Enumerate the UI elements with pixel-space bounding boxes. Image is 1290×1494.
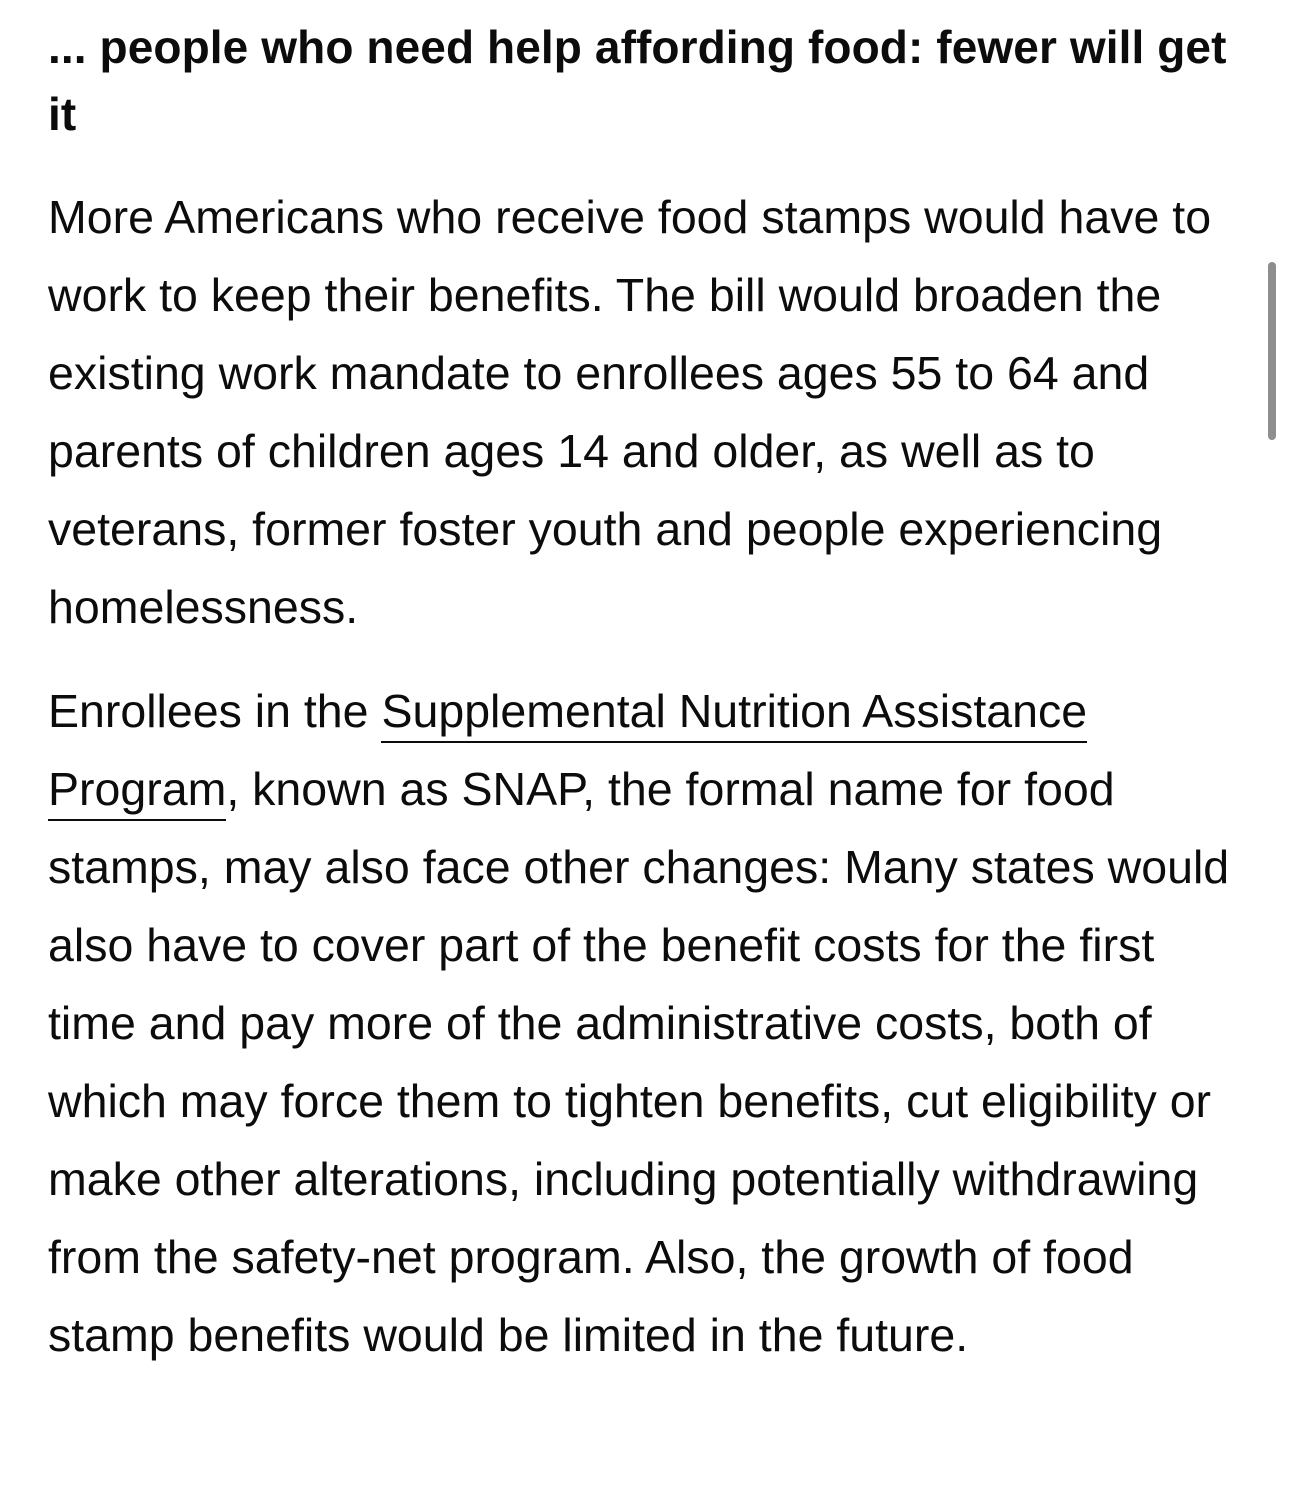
paragraph-work-requirements: More Americans who receive food stamps would have to work to keep their benefits. The bill would broaden the existing work mandate to enrollees ages 55 to 64 and parents of children ages 14 and older, as well as to veterans, former foster youth and people experiencing homelessness. (48, 191, 1212, 633)
section-subheading: ... people who need help affording food: fewer will get it (48, 21, 1227, 140)
paragraph-text-after-link: , known as SNAP, the formal name for food stamps, may also face other changes: Many states would also have to cover part of the benefit costs for the first time and pay more of the administrative costs, both of which may force them to tighten benefits, cut eligibility or make other alterations, including potentially withdrawing from the safety-net program. Also, the growth of food stamp benefits would be limited in the future. (48, 763, 1230, 1361)
paragraph-text-before-link: Enrollees in the (48, 685, 382, 737)
paragraph-snap-changes (48, 672, 1248, 1374)
article-body (48, 14, 1248, 1374)
snap-program-link[interactable]: Supplemental Nutrition Assistance Program (48, 685, 1087, 821)
vertical-scrollbar[interactable] (1268, 262, 1276, 442)
scrollbar-thumb[interactable] (1268, 262, 1276, 440)
